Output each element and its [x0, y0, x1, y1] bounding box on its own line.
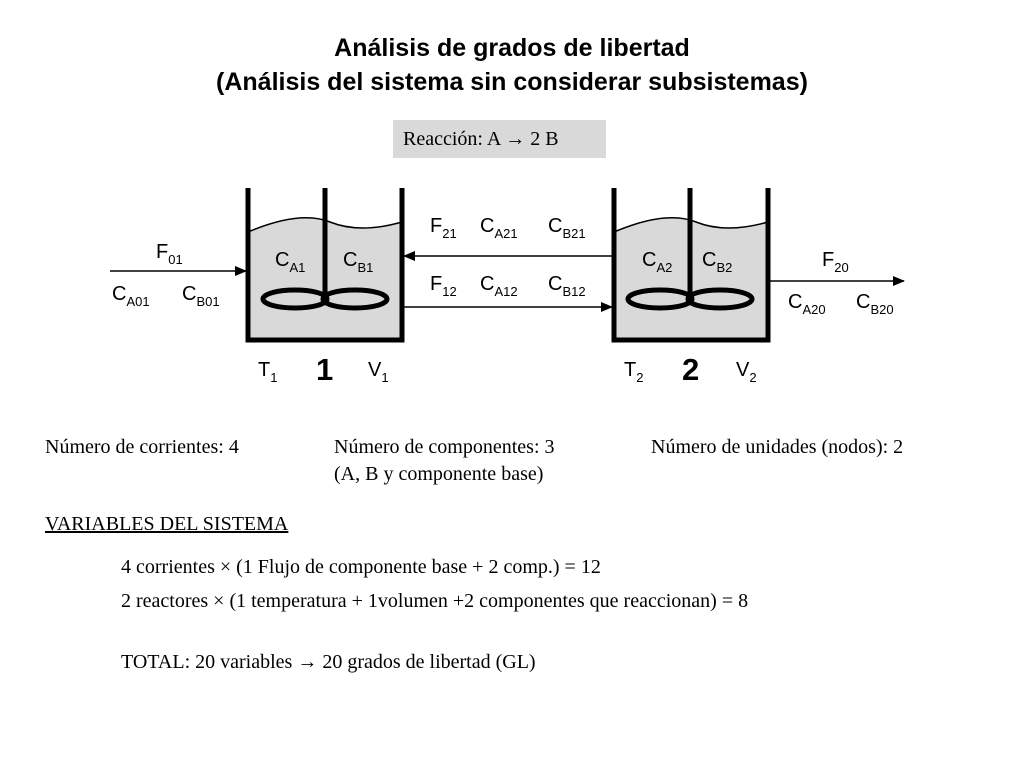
stream-01-conc-a: $C_{A01}$	[112, 283, 150, 309]
summary-streams: Número de corrientes: 4	[45, 436, 239, 458]
stream-12-conc-a: $C_{A12}$	[480, 273, 518, 299]
reactor-1	[248, 188, 402, 340]
summary-components: Número de componentes: 3	[334, 436, 555, 458]
stream-20-flow: $F_{20}$	[822, 249, 849, 275]
stream-20-conc-b: $C_{B20}$	[856, 291, 894, 317]
stream-21-conc-b: $C_{B21}$	[548, 215, 586, 241]
stream-01-flow: $F_{01}$	[156, 241, 183, 267]
title-line-2: (Análisis del sistema sin considerar subsistemas)	[216, 68, 808, 96]
summary-components-note: (A, B y componente base)	[334, 463, 544, 485]
variables-heading: VARIABLES DEL SISTEMA	[45, 513, 289, 535]
reaction-box: Reacción: A → 2 B	[393, 120, 606, 158]
reactor-2-temperature: $T_2$	[624, 359, 644, 385]
stream-01-conc-b: $C_{B01}$	[182, 283, 220, 309]
variables-line-2: 2 reactores × (1 temperatura + 1volumen +2 componentes que reaccionan) = 8	[121, 590, 749, 612]
reactor-1-temperature: $T_1$	[258, 359, 278, 385]
reactor-2-number: 2	[682, 352, 700, 387]
reactor-1-conc-a: $C_{A1}$	[275, 249, 306, 275]
reactor-1-conc-b: $C_{B1}$	[343, 249, 374, 275]
title-line-1: Análisis de grados de libertad	[334, 34, 690, 62]
stream-12-conc-b: $C_{B12}$	[548, 273, 586, 299]
reactor-2-volume: $V_2$	[736, 359, 757, 385]
reactor-2	[614, 188, 768, 340]
stream-21-conc-a: $C_{A21}$	[480, 215, 518, 241]
stream-12-flow: $F_{12}$	[430, 273, 457, 299]
reactor-2-conc-a: $C_{A2}$	[642, 249, 673, 275]
reactor-2-conc-b: $C_{B2}$	[702, 249, 733, 275]
reactor-1-number: 1	[316, 352, 334, 387]
summary-units: Número de unidades (nodos): 2	[651, 436, 904, 458]
stream-21-flow: $F_{21}$	[430, 215, 457, 241]
reactor-1-volume: $V_1$	[368, 359, 389, 385]
stream-20-conc-a: $C_{A20}$	[788, 291, 826, 317]
variables-total: TOTAL: 20 variables → 20 grados de libertad (GL)	[121, 651, 536, 673]
variables-line-1: 4 corrientes × (1 Flujo de componente base + 2 comp.) = 12	[121, 556, 601, 578]
